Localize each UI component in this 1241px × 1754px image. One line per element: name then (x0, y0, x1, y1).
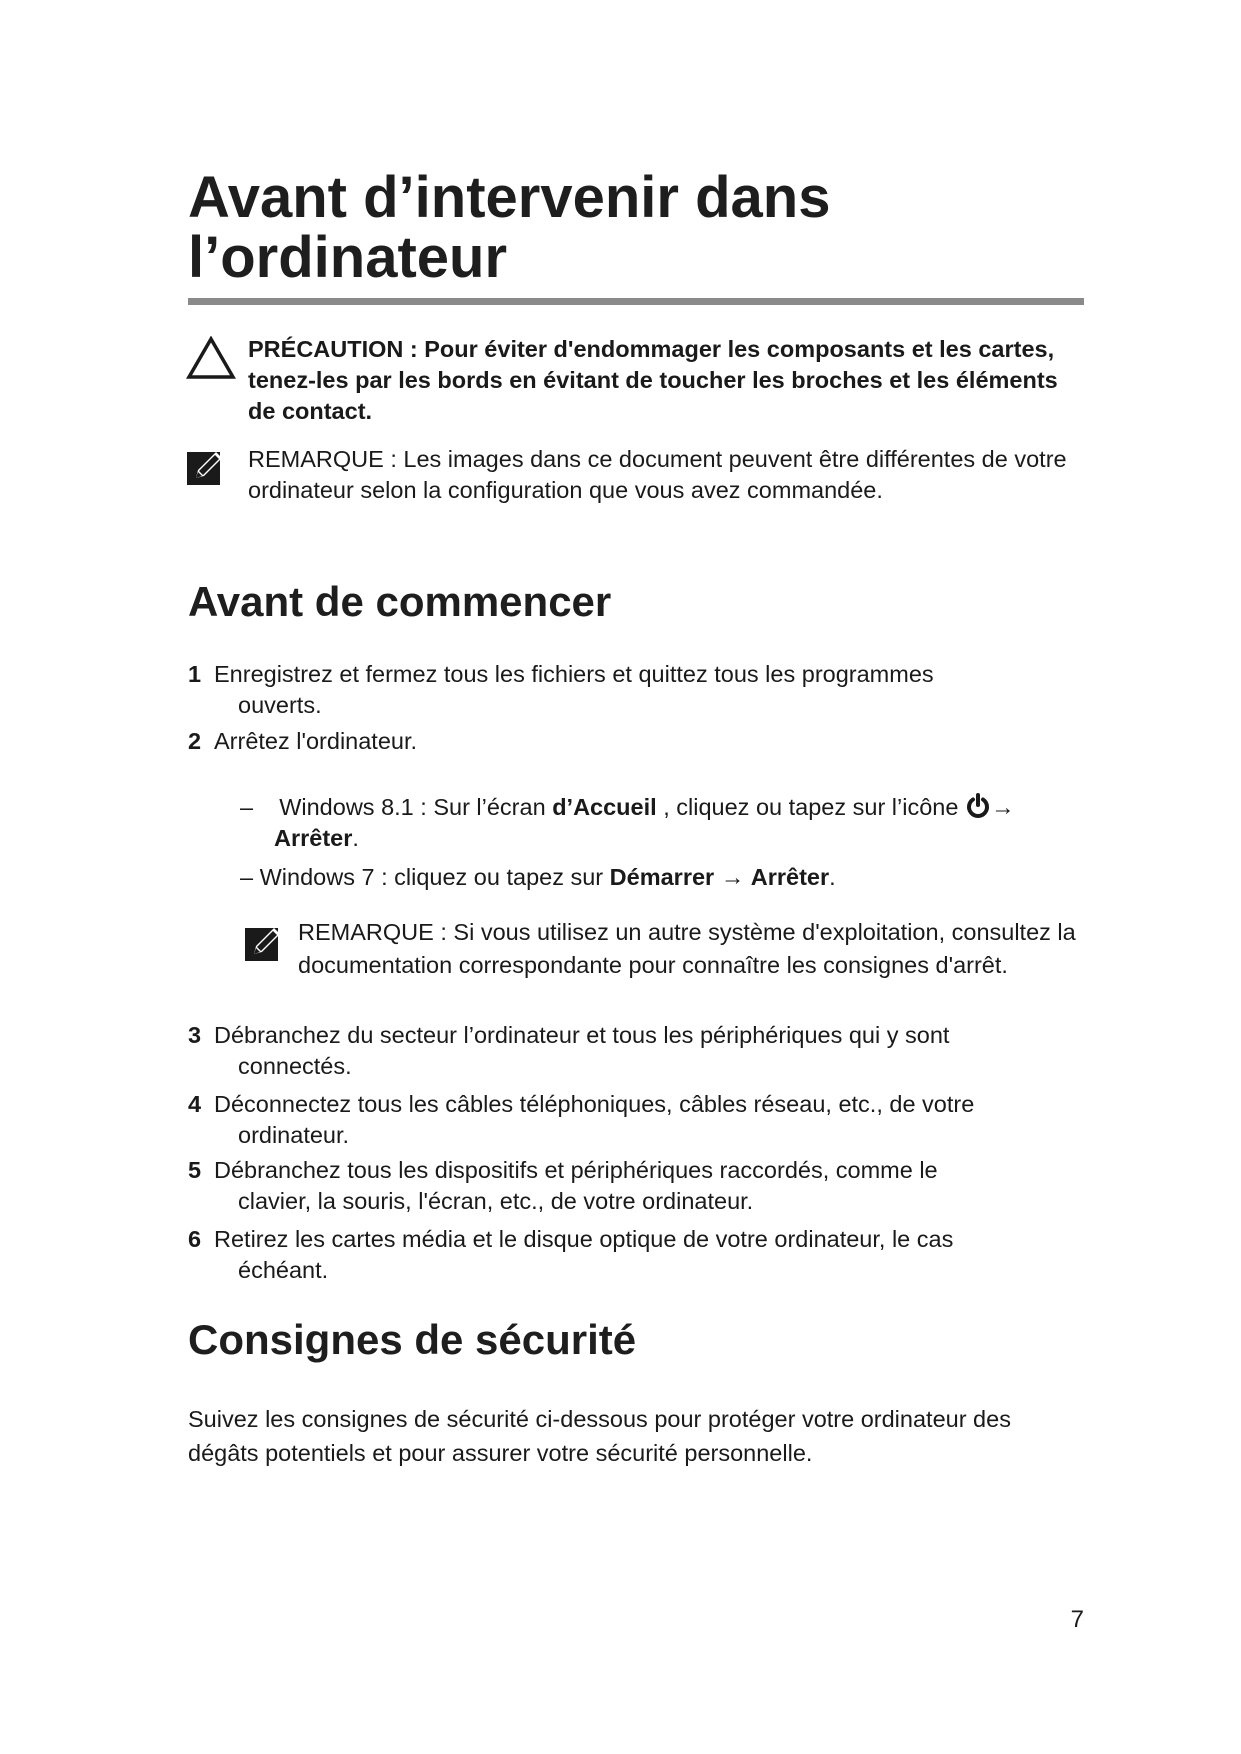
list-item (188, 1224, 1068, 1286)
step-text-continued: ouverts. (238, 692, 322, 718)
step-text: Retirez les cartes média et le disque optique de votre ordinateur, le cas (214, 1226, 954, 1252)
win7-end: . (829, 864, 836, 890)
list-item (188, 1020, 1068, 1082)
note-body: Si vous utilisez un autre système d'exploitation, consultez la documentation correspondante pour connaître les consignes d'arrêt. (298, 919, 1076, 978)
step-text: Débranchez du secteur l’ordinateur et tous les périphériques qui y sont (214, 1022, 950, 1048)
dash: – (240, 794, 254, 820)
step-number: 1 (188, 661, 202, 687)
list-item (188, 1155, 1068, 1217)
title-line-2: l’ordinateur (188, 225, 508, 290)
win81-prefix: Windows 8.1 : Sur l’écran (279, 794, 553, 820)
sub-item-windows-7 (240, 862, 1080, 893)
arrow: → (714, 864, 751, 890)
section-heading-avant-de-commencer: Avant de commencer (188, 578, 612, 625)
step-number: 5 (188, 1157, 202, 1183)
win81-mid: , cliquez ou tapez sur l’icône (656, 794, 965, 820)
step-text-continued: clavier, la souris, l'écran, etc., de votre ordinateur. (238, 1188, 754, 1214)
list-item (188, 659, 1068, 721)
note-pencil-icon (244, 924, 282, 962)
win7-arreter: Arrêter (750, 864, 830, 890)
page-title (188, 165, 1088, 290)
step-text-continued: connectés. (238, 1053, 352, 1079)
list-item (188, 1089, 1068, 1151)
step-number: 6 (188, 1226, 202, 1252)
step-text: Déconnectez tous les câbles téléphoniques, câbles réseau, etc., de votre (214, 1091, 975, 1117)
note-label: REMARQUE : (248, 446, 404, 472)
caution-body: Pour éviter d'endommager les composants et les cartes, tenez-les par les bords en évitant de toucher les broches et les éléments de contact. (248, 336, 1058, 424)
step-number: 2 (188, 728, 202, 754)
note-text (248, 444, 1088, 506)
win7-demarrer: Démarrer (609, 864, 715, 890)
note-text (298, 916, 1078, 982)
warning-triangle-icon (186, 336, 236, 380)
sub-item-windows-81 (240, 792, 1080, 854)
step-number: 3 (188, 1022, 202, 1048)
win81-action: Arrêter (274, 825, 353, 851)
page-number: 7 (1070, 1606, 1084, 1633)
step-text: Enregistrez et fermez tous les fichiers et quittez tous les programmes (214, 661, 934, 687)
win81-accueil: d’Accueil (552, 794, 657, 820)
power-icon (965, 793, 991, 819)
dash: – (240, 864, 254, 890)
note-pencil-icon (186, 448, 224, 486)
note-body: Les images dans ce document peuvent être différentes de votre ordinateur selon la configuration que vous avez commandée. (248, 446, 1067, 503)
step-text: Débranchez tous les dispositifs et périphériques raccordés, comme le (214, 1157, 938, 1183)
caution-text (248, 334, 1088, 427)
caution-label: PRÉCAUTION : (248, 336, 425, 362)
step-number: 4 (188, 1091, 202, 1117)
step-text: Arrêtez l'ordinateur. (214, 728, 418, 754)
safety-paragraph: Suivez les consignes de sécurité ci-dessous pour protéger votre ordinateur des dégâts potentiels et pour assurer votre sécurité personnelle. (188, 1406, 1011, 1466)
list-item (188, 726, 1068, 757)
note-label: REMARQUE : (298, 919, 454, 945)
win81-end: . (352, 825, 359, 851)
title-line-1: Avant d’intervenir dans (188, 165, 831, 230)
step-text-continued: échéant. (238, 1257, 329, 1283)
step-text-continued: ordinateur. (238, 1122, 350, 1148)
title-rule (188, 298, 1084, 305)
arrow: → (990, 794, 1015, 820)
section-heading-consignes-de-securite: Consignes de sécurité (188, 1316, 637, 1363)
win7-prefix: Windows 7 : cliquez ou tapez sur (253, 864, 610, 890)
